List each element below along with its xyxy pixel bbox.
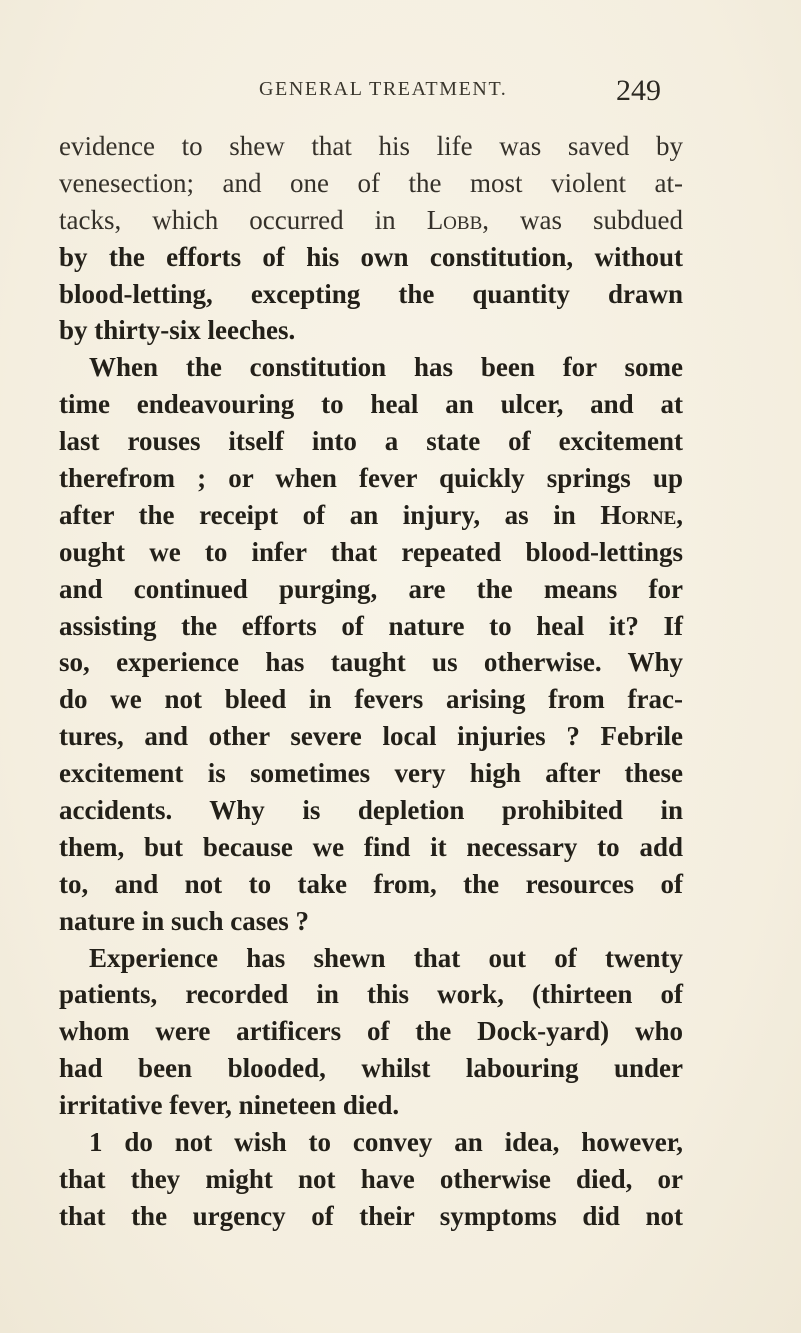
- text-line: that they might not have otherwise died, or: [59, 1163, 683, 1194]
- text-fragment: ,: [676, 499, 683, 530]
- text-line: venesection; and one of the most violent at-: [59, 167, 683, 198]
- text-line: and continued purging, are the means for: [59, 573, 683, 604]
- text-line: blood-letting, excepting the quantity drawn: [59, 278, 683, 309]
- text-line: [59, 497, 683, 534]
- page-number: 249: [616, 74, 661, 107]
- text-line: last rouses itself into a state of excitement: [59, 426, 683, 457]
- text-line: patients, recorded in this work, (thirteen of: [59, 979, 683, 1010]
- text-line: evidence to shew that his life was saved by: [59, 131, 683, 161]
- text-line: nature in such cases ?: [59, 905, 310, 936]
- text-fragment: , was subdued: [482, 204, 683, 235]
- text-line: them, but because we find it necessary to add: [59, 831, 683, 862]
- text-line: so, experience has taught us otherwise. Why: [59, 647, 683, 678]
- text-line: ought we to infer that repeated blood-lettings: [59, 536, 683, 567]
- text-line: to, and not to take from, the resources of: [59, 868, 683, 899]
- body-text: [59, 128, 683, 1235]
- text-line: accidents. Why is depletion prohibited in: [59, 795, 683, 826]
- text-line: time endeavouring to heal an ulcer, and at: [59, 389, 683, 420]
- text-line: that the urgency of their symptoms did not: [59, 1200, 683, 1231]
- text-line: Experience has shewn that out of twenty: [89, 942, 683, 973]
- text-line: whom were artificers of the Dock-yard) who: [59, 1016, 683, 1047]
- running-head: GENERAL TREATMENT.: [259, 78, 508, 100]
- text-line: [59, 202, 683, 239]
- patient-name-lobb: Lobb: [426, 204, 483, 235]
- text-line: tures, and other severe local injuries ? Febrile: [59, 721, 683, 752]
- text-fragment: tacks, which occurred in: [59, 204, 427, 235]
- patient-name-horne: Horne: [600, 499, 677, 530]
- text-line: irritative fever, nineteen died.: [59, 1090, 400, 1121]
- text-fragment: after the receipt of an injury, as in: [59, 499, 601, 530]
- text-line: by the efforts of his own constitution, without: [59, 241, 683, 272]
- text-line: by thirty-six leeches.: [59, 315, 296, 346]
- text-line: 1 do not wish to convey an idea, however,: [89, 1127, 683, 1158]
- text-line: therefrom ; or when fever quickly springs up: [59, 463, 683, 494]
- text-line: had been blooded, whilst labouring under: [59, 1053, 683, 1084]
- text-line: do we not bleed in fevers arising from frac-: [59, 684, 683, 715]
- text-line: When the constitution has been for some: [89, 352, 683, 383]
- text-line: excitement is sometimes very high after these: [59, 758, 683, 789]
- text-line: assisting the efforts of nature to heal it? If: [59, 610, 683, 641]
